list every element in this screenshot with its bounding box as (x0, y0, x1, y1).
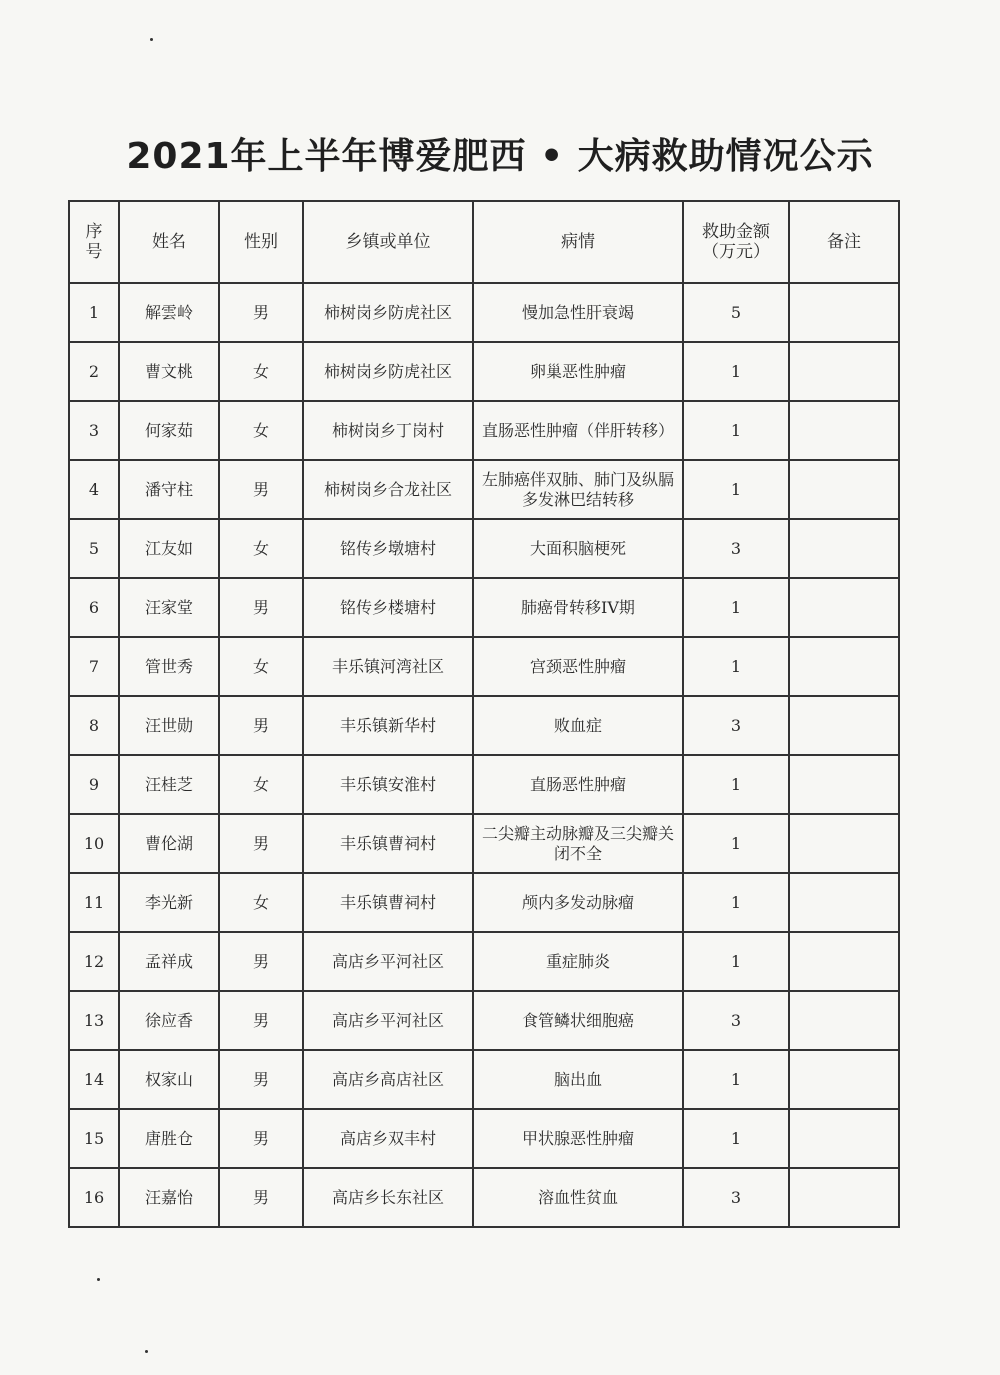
cell-amount: 3 (683, 1168, 789, 1227)
cell-gender: 男 (219, 696, 303, 755)
table-row (69, 519, 899, 578)
table-row (69, 755, 899, 814)
table-row (69, 1050, 899, 1109)
cell-unit: 柿树岗乡合龙社区 (303, 460, 473, 519)
cell-index: 14 (69, 1050, 119, 1109)
table-row (69, 283, 899, 342)
cell-index: 6 (69, 578, 119, 637)
cell-name: 徐应香 (119, 991, 219, 1050)
header-illness: 病情 (473, 201, 683, 283)
cell-illness: 食管鳞状细胞癌 (473, 991, 683, 1050)
header-remarks: 备注 (789, 201, 899, 283)
cell-remarks (789, 578, 899, 637)
cell-unit: 高店乡平河社区 (303, 991, 473, 1050)
cell-amount: 3 (683, 696, 789, 755)
cell-unit: 铭传乡楼塘村 (303, 578, 473, 637)
cell-illness: 败血症 (473, 696, 683, 755)
cell-amount: 1 (683, 637, 789, 696)
cell-amount: 1 (683, 460, 789, 519)
cell-illness: 肺癌骨转移IV期 (473, 578, 683, 637)
cell-illness: 直肠恶性肿瘤（伴肝转移） (473, 401, 683, 460)
cell-gender: 男 (219, 578, 303, 637)
cell-unit: 铭传乡墩塘村 (303, 519, 473, 578)
table-row (69, 460, 899, 519)
scan-speck (97, 1278, 100, 1281)
cell-remarks (789, 755, 899, 814)
table-row (69, 1109, 899, 1168)
cell-name: 江友如 (119, 519, 219, 578)
cell-remarks (789, 1050, 899, 1109)
cell-unit: 丰乐镇曹祠村 (303, 873, 473, 932)
cell-gender: 男 (219, 1168, 303, 1227)
cell-gender: 女 (219, 755, 303, 814)
cell-gender: 男 (219, 283, 303, 342)
table-row (69, 401, 899, 460)
cell-name: 汪桂芝 (119, 755, 219, 814)
cell-name: 孟祥成 (119, 932, 219, 991)
cell-illness: 左肺癌伴双肺、肺门及纵膈多发淋巴结转移 (473, 460, 683, 519)
table-row (69, 1168, 899, 1227)
cell-remarks (789, 696, 899, 755)
cell-remarks (789, 991, 899, 1050)
cell-gender: 女 (219, 873, 303, 932)
cell-name: 潘守柱 (119, 460, 219, 519)
cell-index: 16 (69, 1168, 119, 1227)
cell-gender: 男 (219, 1109, 303, 1168)
cell-amount: 1 (683, 401, 789, 460)
cell-unit: 丰乐镇河湾社区 (303, 637, 473, 696)
cell-illness: 宫颈恶性肿瘤 (473, 637, 683, 696)
cell-name: 曹伦湖 (119, 814, 219, 873)
cell-index: 10 (69, 814, 119, 873)
cell-index: 1 (69, 283, 119, 342)
cell-illness: 颅内多发动脉瘤 (473, 873, 683, 932)
cell-illness: 脑出血 (473, 1050, 683, 1109)
header-unit: 乡镇或单位 (303, 201, 473, 283)
cell-amount: 1 (683, 814, 789, 873)
cell-unit: 高店乡高店社区 (303, 1050, 473, 1109)
table-row (69, 342, 899, 401)
cell-unit: 高店乡双丰村 (303, 1109, 473, 1168)
cell-remarks (789, 283, 899, 342)
scan-speck (150, 38, 153, 41)
table-header-row (69, 201, 899, 283)
cell-gender: 男 (219, 1050, 303, 1109)
cell-gender: 男 (219, 460, 303, 519)
cell-illness: 大面积脑梗死 (473, 519, 683, 578)
table-row (69, 932, 899, 991)
cell-illness: 二尖瓣主动脉瓣及三尖瓣关闭不全 (473, 814, 683, 873)
cell-remarks (789, 814, 899, 873)
cell-index: 9 (69, 755, 119, 814)
cell-index: 11 (69, 873, 119, 932)
table-body (69, 283, 899, 1227)
header-index: 序号 (69, 201, 119, 283)
cell-illness: 重症肺炎 (473, 932, 683, 991)
header-name: 姓名 (119, 201, 219, 283)
cell-index: 5 (69, 519, 119, 578)
cell-unit: 柿树岗乡防虎社区 (303, 342, 473, 401)
cell-name: 唐胜仓 (119, 1109, 219, 1168)
cell-remarks (789, 460, 899, 519)
cell-unit: 柿树岗乡丁岗村 (303, 401, 473, 460)
relief-table-container (68, 200, 898, 1228)
cell-name: 汪家堂 (119, 578, 219, 637)
cell-unit: 丰乐镇曹祠村 (303, 814, 473, 873)
cell-illness: 卵巢恶性肿瘤 (473, 342, 683, 401)
cell-name: 曹文桃 (119, 342, 219, 401)
cell-name: 汪世勋 (119, 696, 219, 755)
cell-amount: 1 (683, 755, 789, 814)
cell-remarks (789, 637, 899, 696)
cell-illness: 直肠恶性肿瘤 (473, 755, 683, 814)
table-row (69, 637, 899, 696)
cell-remarks (789, 1168, 899, 1227)
cell-remarks (789, 401, 899, 460)
cell-index: 4 (69, 460, 119, 519)
scan-speck (145, 1350, 148, 1353)
cell-index: 7 (69, 637, 119, 696)
table-row (69, 991, 899, 1050)
relief-table (68, 200, 900, 1228)
cell-gender: 女 (219, 342, 303, 401)
cell-index: 2 (69, 342, 119, 401)
cell-unit: 高店乡长东社区 (303, 1168, 473, 1227)
cell-remarks (789, 1109, 899, 1168)
cell-index: 15 (69, 1109, 119, 1168)
cell-gender: 男 (219, 991, 303, 1050)
cell-gender: 女 (219, 401, 303, 460)
cell-amount: 1 (683, 342, 789, 401)
page-title: 2021年上半年博爱肥西 • 大病救助情况公示 (126, 136, 874, 177)
header-gender: 性别 (219, 201, 303, 283)
cell-name: 解雲岭 (119, 283, 219, 342)
cell-gender: 女 (219, 519, 303, 578)
cell-unit: 高店乡平河社区 (303, 932, 473, 991)
cell-unit: 柿树岗乡防虎社区 (303, 283, 473, 342)
cell-amount: 5 (683, 283, 789, 342)
cell-remarks (789, 932, 899, 991)
cell-index: 3 (69, 401, 119, 460)
cell-index: 12 (69, 932, 119, 991)
table-row (69, 814, 899, 873)
cell-index: 8 (69, 696, 119, 755)
cell-amount: 1 (683, 578, 789, 637)
cell-name: 李光新 (119, 873, 219, 932)
cell-amount: 1 (683, 1050, 789, 1109)
cell-name: 汪嘉怡 (119, 1168, 219, 1227)
cell-illness: 甲状腺恶性肿瘤 (473, 1109, 683, 1168)
cell-amount: 1 (683, 932, 789, 991)
cell-name: 权家山 (119, 1050, 219, 1109)
table-row (69, 578, 899, 637)
cell-unit: 丰乐镇新华村 (303, 696, 473, 755)
cell-name: 何家茹 (119, 401, 219, 460)
cell-gender: 男 (219, 814, 303, 873)
cell-illness: 慢加急性肝衰竭 (473, 283, 683, 342)
cell-remarks (789, 342, 899, 401)
cell-name: 管世秀 (119, 637, 219, 696)
cell-remarks (789, 873, 899, 932)
cell-illness: 溶血性贫血 (473, 1168, 683, 1227)
header-amount: 救助金额（万元） (683, 201, 789, 283)
cell-remarks (789, 519, 899, 578)
cell-amount: 3 (683, 991, 789, 1050)
cell-unit: 丰乐镇安淮村 (303, 755, 473, 814)
cell-index: 13 (69, 991, 119, 1050)
cell-gender: 女 (219, 637, 303, 696)
cell-amount: 1 (683, 1109, 789, 1168)
table-row (69, 696, 899, 755)
cell-amount: 3 (683, 519, 789, 578)
cell-gender: 男 (219, 932, 303, 991)
table-row (69, 873, 899, 932)
cell-amount: 1 (683, 873, 789, 932)
